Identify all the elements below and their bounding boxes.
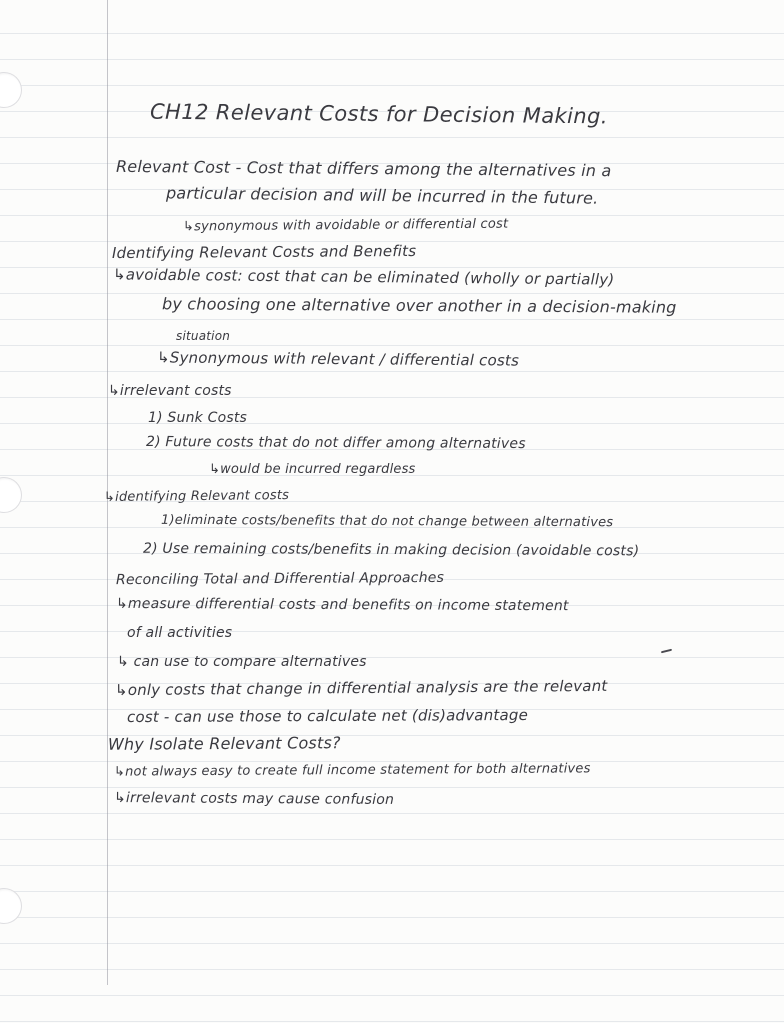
stray-pen-mark (661, 649, 672, 654)
note-line-step-use-remaining: 2) Use remaining costs/benefits in making decision (avoidable costs) (142, 540, 640, 560)
note-line-not-always-easy: ↳not always easy to create full income statement for both alternatives (113, 761, 591, 780)
note-line-identifying-relevant: ↳identifying Relevant costs (103, 488, 290, 505)
note-heading-why-isolate: Why Isolate Relevant Costs? (107, 733, 341, 754)
note-line-future-costs: 2) Future costs that do not differ among alternatives (145, 434, 526, 452)
note-line-situation: situation (176, 329, 231, 343)
note-heading-reconciling: Reconciling Total and Differential Approaches (115, 569, 445, 589)
note-line-relevant-cost-definition: Relevant Cost - Cost that differs among the alternatives in a (115, 156, 612, 181)
note-line-sunk-costs: 1) Sunk Costs (148, 410, 248, 426)
note-line-all-activities: of all activities (127, 625, 233, 641)
punch-hole-bottom (0, 888, 22, 924)
punch-hole-top (0, 72, 22, 108)
note-line-avoidable-cost: ↳avoidable cost: cost that can be eliminated (wholly or partially) (112, 265, 615, 289)
note-line-synonymous-avoidable: ↳synonymous with avoidable or differential cost (182, 216, 509, 235)
note-line-compare-alternatives: ↳ can use to compare alternatives (117, 654, 367, 670)
note-line-incurred-regardless: ↳would be incurred regardless (209, 462, 416, 477)
note-heading-identifying-costs: Identifying Relevant Costs and Benefits (111, 241, 417, 263)
note-line-avoidable-cost-cont: by choosing one alternative over another in a decision-making (161, 294, 677, 317)
note-line-relevant-cost-definition-cont: particular decision and will be incurred in the future. (165, 183, 599, 208)
note-line-only-costs-change: ↳only costs that change in differential analysis are the relevant (114, 676, 608, 700)
page-title: CH12 Relevant Costs for Decision Making. (149, 99, 608, 129)
note-line-net-advantage: cost - can use those to calculate net (dis)advantage (126, 705, 529, 727)
note-line-synonymous-relevant: ↳Synonymous with relevant / differential costs (156, 348, 520, 370)
note-line-confusion: ↳irrelevant costs may cause confusion (113, 790, 395, 808)
punch-hole-middle (0, 477, 22, 513)
note-line-step-eliminate: 1)eliminate costs/benefits that do not change between alternatives (160, 512, 614, 531)
note-line-measure-differential: ↳measure differential costs and benefits on income statement (115, 595, 569, 615)
note-line-irrelevant-costs: ↳irrelevant costs (108, 383, 232, 399)
